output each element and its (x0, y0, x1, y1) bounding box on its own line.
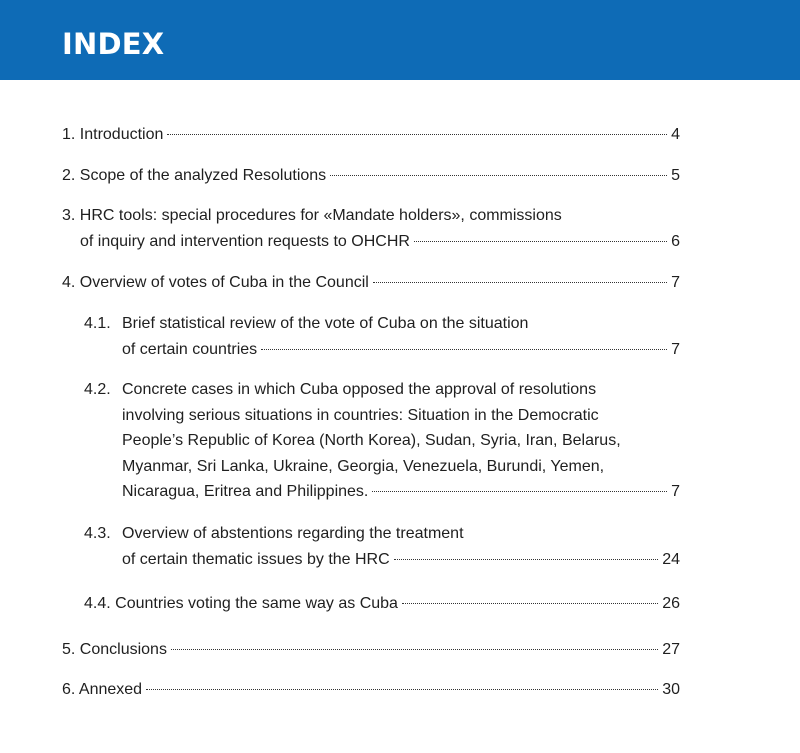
toc-entry-label-line: 3. HRC tools: special procedures for «Mandate holders», commissions (62, 207, 562, 224)
toc-subsection-number: 4.3. (84, 525, 111, 542)
toc-page-number: 26 (662, 595, 680, 612)
toc-entry-label-line: Concrete cases in which Cuba opposed the approval of resolutions (122, 381, 597, 398)
leader-dots (261, 349, 667, 350)
toc-entry-hrc-tools[interactable] (62, 203, 680, 254)
toc-entry-introduction[interactable] (62, 122, 680, 148)
leader-dots (372, 491, 667, 492)
toc-entry-label: 5. Conclusions (62, 641, 167, 658)
toc-entry-label: 6. Annexed (62, 681, 143, 698)
toc-subsection-number: 4.1. (84, 315, 111, 332)
toc-entry-label-line: of certain countries (122, 340, 258, 358)
toc-entry-conclusions[interactable] (62, 637, 680, 663)
toc-entry-4-3[interactable] (84, 521, 680, 572)
toc-entry-label: 1. Introduction (62, 126, 164, 143)
leader-dots (167, 134, 667, 135)
toc-entry-label: 4. Overview of votes of Cuba in the Council (62, 274, 369, 291)
toc-entry-label-line: Myanmar, Sri Lanka, Ukraine, Georgia, Venezuela, Burundi, Yemen, (122, 457, 605, 475)
toc-entry-label: 4.4. Countries voting the same way as Cuba (84, 595, 398, 612)
leader-dots (330, 175, 667, 176)
toc-page-number: 27 (662, 641, 680, 658)
toc-page-number: 24 (662, 550, 680, 568)
toc-subsection-number: 4.2. (84, 381, 111, 398)
toc-page-number: 7 (671, 274, 680, 291)
toc-page-number: 7 (671, 483, 680, 500)
toc-entry-4-2[interactable] (84, 377, 680, 505)
leader-dots (402, 603, 658, 604)
toc-entry-label: 2. Scope of the analyzed Resolutions (62, 167, 327, 184)
toc-entry-annexed[interactable] (62, 677, 680, 703)
toc-entry-label-line: Brief statistical review of the vote of Cuba on the situation (122, 315, 529, 332)
toc-entry-overview-votes[interactable] (62, 270, 680, 296)
toc-entry-label-line: People’s Republic of Korea (North Korea), Sudan, Syria, Iran, Belarus, (122, 432, 621, 449)
toc-page-number: 5 (671, 167, 680, 184)
toc-entry-label-line: Nicaragua, Eritrea and Philippines. (122, 483, 369, 500)
toc-page-number: 4 (671, 126, 680, 143)
leader-dots (394, 559, 659, 560)
toc-entry-4-1[interactable] (84, 311, 680, 362)
page-title: INDEX (62, 27, 165, 61)
toc-entry-label-line: of inquiry and intervention requests to OHCHR (80, 232, 410, 250)
toc-entry-4-4[interactable] (84, 591, 680, 617)
toc-entry-label-line: involving serious situations in countries: Situation in the Democratic (122, 406, 599, 424)
leader-dots (146, 689, 658, 690)
toc-page-number: 7 (671, 340, 680, 358)
leader-dots (171, 649, 658, 650)
toc-entry-scope[interactable] (62, 163, 680, 189)
toc-entry-label-line: of certain thematic issues by the HRC (122, 550, 390, 568)
toc-entry-label-line: Overview of abstentions regarding the treatment (122, 525, 464, 542)
toc-page-number: 30 (662, 681, 680, 698)
toc-page-number: 6 (671, 232, 680, 250)
leader-dots (373, 282, 667, 283)
leader-dots (414, 241, 667, 242)
